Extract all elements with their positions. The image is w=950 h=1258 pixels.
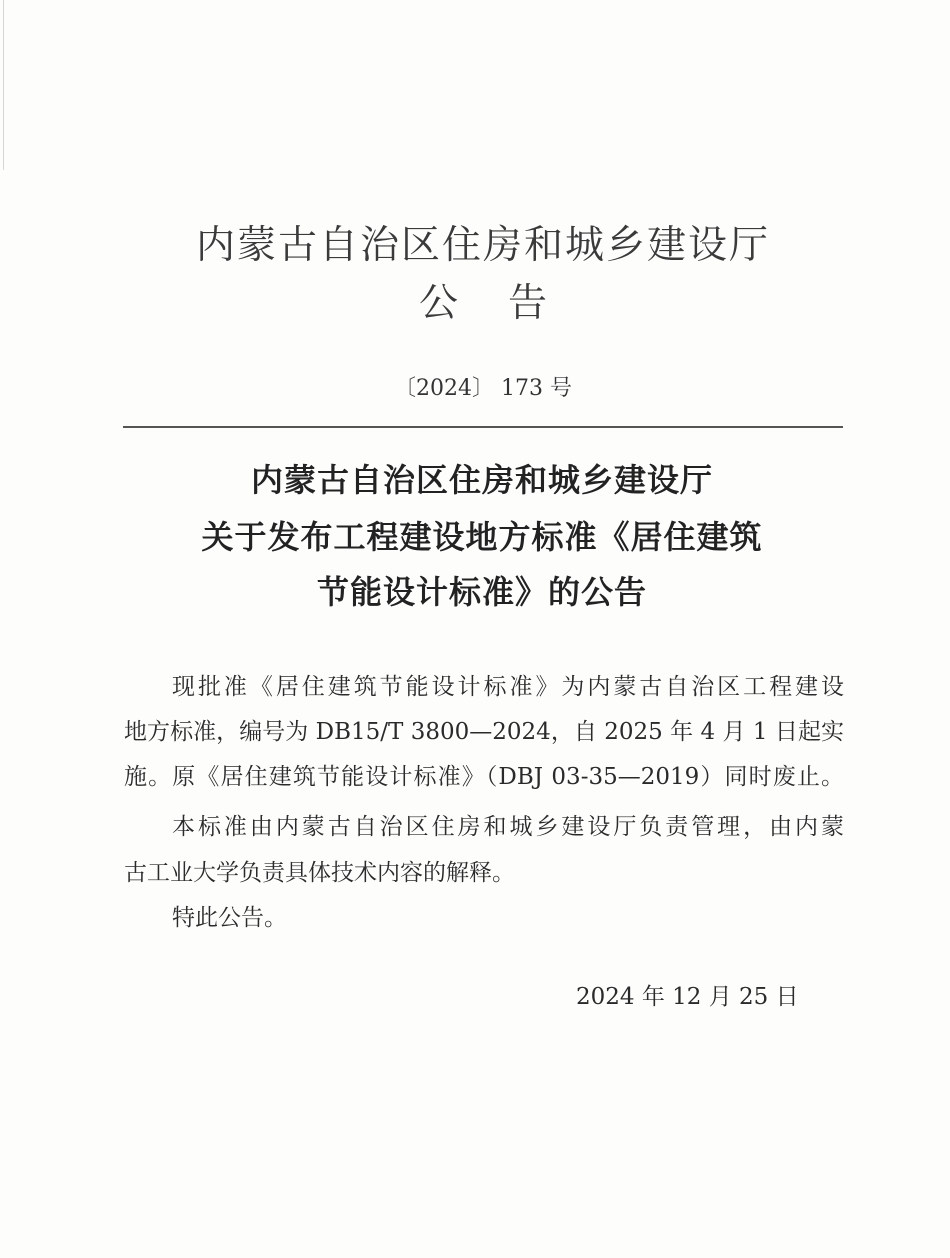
body-line: 现批准《居住建筑节能设计标准》为内蒙古自治区工程建设 — [172, 674, 844, 700]
body-line: 本标准由内蒙古自治区住房和城乡建设厅负责管理，由内蒙 — [172, 814, 844, 840]
title-line: 节能设计标准》的公告 — [316, 573, 647, 611]
scan-edge-line — [3, 0, 4, 170]
title-line: 关于发布工程建设地方标准《居住建筑 — [201, 518, 763, 556]
body-line: 古工业大学负责具体技术内容的解释。 — [124, 860, 515, 886]
issuing-organization: 内蒙古自治区住房和城乡建设厅 — [195, 223, 770, 268]
body-line: 地方标准，编号为 DB15/T 3800—2024，自 2025 年 4 月 1 日起实 — [124, 719, 844, 745]
body-line: 施。原《居住建筑节能设计标准》（DBJ 03-35—2019）同时废止。 — [124, 764, 844, 790]
issue-date: 2024 年 12 月 25 日 — [576, 984, 799, 1010]
title-line: 内蒙古自治区住房和城乡建设厅 — [250, 461, 713, 499]
header-divider — [123, 426, 843, 428]
notice-heading: 公告 — [418, 281, 597, 326]
body-line: 特此公告。 — [172, 905, 287, 931]
document-number: 〔2024〕 173 号 — [394, 376, 572, 401]
